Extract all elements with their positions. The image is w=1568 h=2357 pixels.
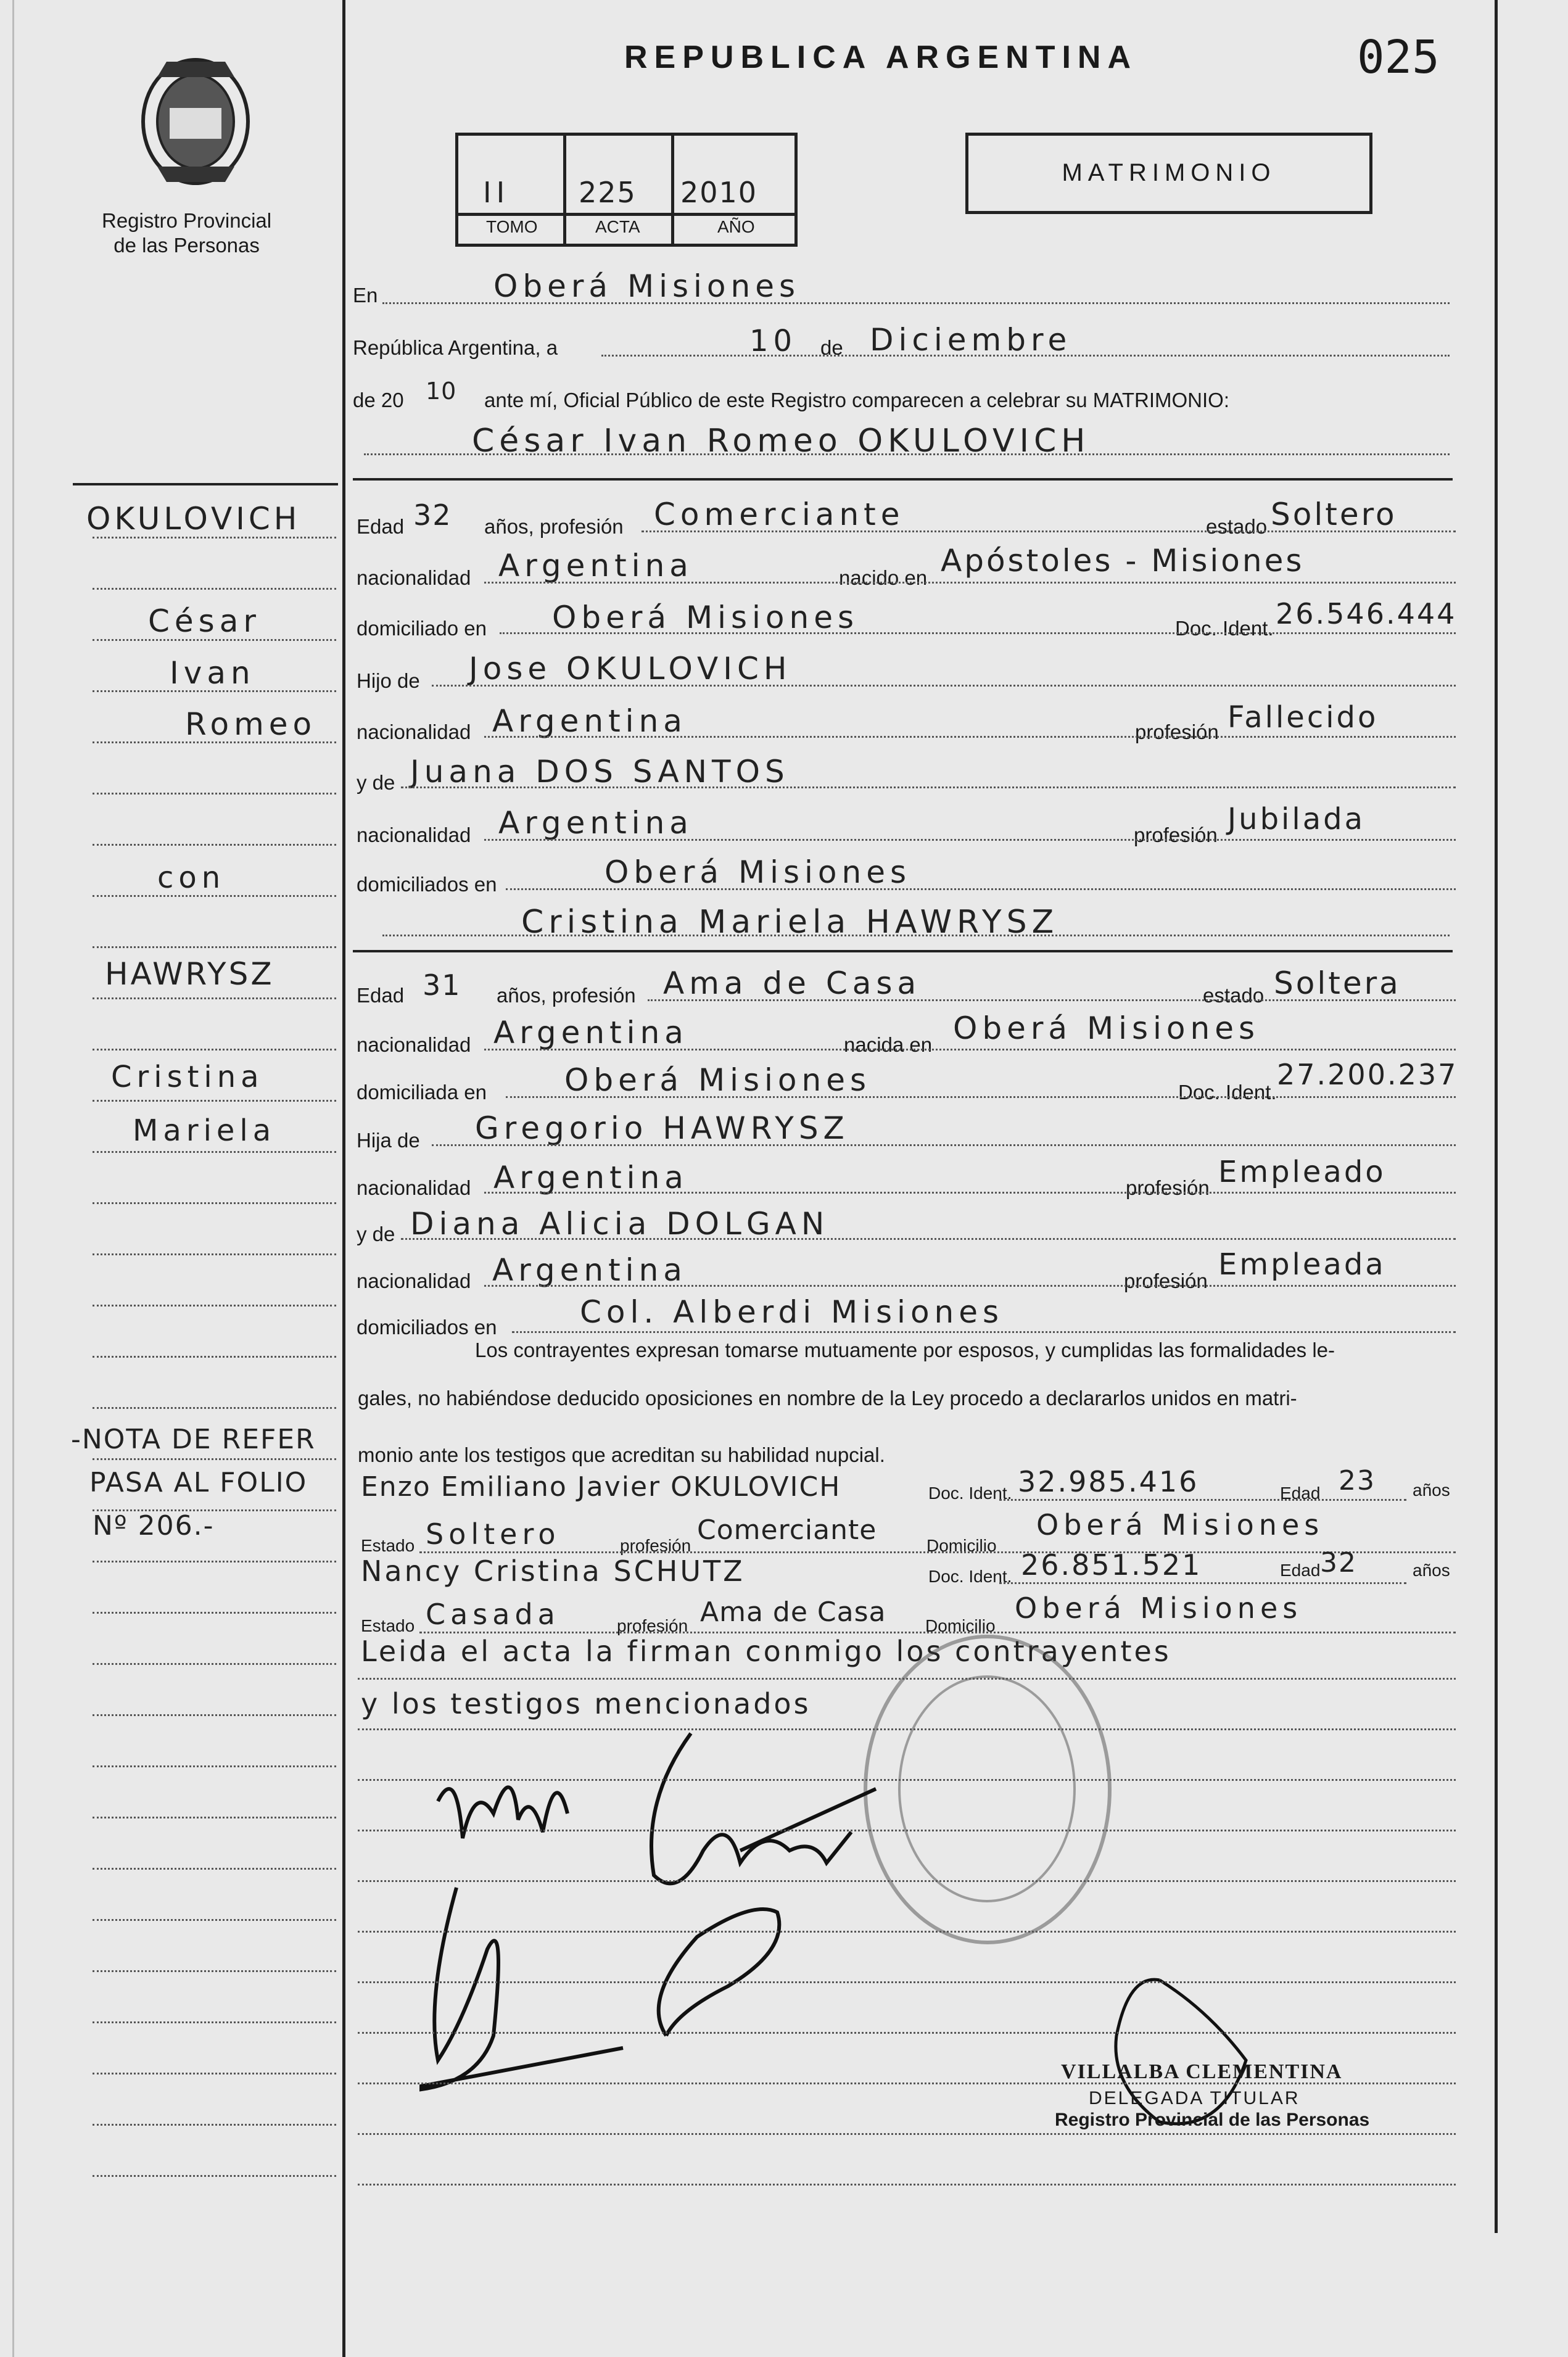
margin-line-3: César [148,603,261,639]
official-name: VILLALBA CLEMENTINA [1061,2060,1343,2083]
margin-rule-line [93,844,336,846]
witness1-estado: Soltero [426,1517,561,1551]
bride-nacionalidad: Argentina [493,1015,688,1051]
margin-line-12: Cristina [111,1060,264,1094]
margin-line-13: Mariela [133,1113,276,1148]
official-title: DELEGADA TITULAR [1089,2088,1300,2108]
margin-rule-line [93,1356,336,1358]
margin-rule-line [93,2073,336,2074]
margin-rule-line [93,1970,336,1972]
bride-padre-nac: Argentina [493,1160,688,1195]
closing-line-1: Leida el acta la firman conmigo los contrayentes [361,1635,1171,1668]
tomo-label: TOMO [486,217,538,236]
bride-profesion: Ama de Casa [663,965,922,1001]
closing-line-2: y los testigos mencionados [361,1687,811,1720]
groom-estado: Soltero [1271,497,1397,532]
body-rule-line [358,1830,1456,1831]
margin-top-rule [73,483,338,485]
margin-line-4: Ivan [170,655,255,691]
margin-rule-line [93,1253,336,1255]
margin-rule-line [93,1868,336,1870]
groom-madre: Juana DOS SANTOS [410,754,790,790]
acta-value: 225 [579,176,637,209]
margin-rule-line [93,1612,336,1614]
margin-rule-line [93,1817,336,1818]
body-rule-line [358,2133,1456,2135]
groom-domicilio: Oberá Misiones [552,600,859,635]
bride-madre: Diana Alicia DOLGAN [410,1206,830,1242]
body-rule-line [358,1779,1456,1781]
margin-rule-line [93,895,336,897]
folio-number: 025 [1357,31,1440,84]
page: Registro Provincial de las Personas REPUBLICA ARGENTINA 025 II 225 2010 TOMO ACTA AÑO MATRIMONIO En Oberá Misiones República Argentina, a 10 de Diciembre de 20 10 ante mí, Oficial Público de este Registro comparecen a celebrar su MATRIMONIO: César Ivan Romeo OKULOVICH Edad 32 años, profesión Comerciante estado Soltero nacionalidad Argentina nacido en Apóstoles - Misiones domiciliado en Oberá Misiones Doc. Ident. 26.546.444 Hijo de Jose OKULOVICH nacionalidad Argentina profesión Fallecido y de Juana DOS SANTOS nacionalidad Argentina profesión Jubilada domiciliados en Oberá Misiones Cristina Mariela HAWRYSZ Edad 31 años, profesión Ama de Casa estado Soltera nacionalidad Argentina nacida en Oberá Misiones domiciliada en Oberá Misiones Doc. Ident. 27.200.237 Hija de Gregorio HAWRYSZ nacionalidad Argentina profesión Empleado y de Diana Alicia DOLGAN nacionalidad Argentina profesión Empleada domiciliados en Col. Alberdi Misiones Los contrayentes expresan tomarse mutuamente por esposos, y cumplidas las formalidades le- gales, no habiéndose deducido oposiciones en nombre de la Ley procedo a declararlos unidos en matri- monio ante los testigos que acreditan su habilidad nupcial. Enzo Emiliano Javier OKULOVICH Doc. Ident. 32.985.416 Edad 23 años Estado Soltero profesión Comerciante Domicilio Oberá Misiones Nancy Cristina SCHUTZ Doc. Ident. 26.851.521 Edad 32 años Estado Casada profesión Ama de Casa Domicilio Oberá Misiones Leida el acta la firman conmigo los contrayentes y los testigos mencionados OKULOVICH César Ivan Romeo con HAWRYSZ Cristina Mariela -NOTA DE REFER PASA AL FOLIO Nº 206.- VILLALBA CLEMENTINA DELEGADA TITULAR Registro Provincial de las Personas [0,0,1568,2357]
margin-rule-line [93,997,336,999]
body-rule-line [358,1981,1456,1983]
witness2-edad: 32 [1320,1547,1357,1579]
document-type: MATRIMONIO [1062,159,1276,186]
body-text-2: gales, no habiéndose deducido oposiciones en nombre de la Ley procedo a declararlos unidos en matri- [358,1387,1297,1410]
margin-note-1: -NOTA DE REFER [71,1424,316,1455]
ano-value: 2010 [680,176,758,209]
margin-rule-line [93,1049,336,1051]
witness2-profesion: Ama de Casa [700,1596,886,1628]
margin-rule-line [93,793,336,795]
margin-rule-line [93,946,336,948]
right-border [1495,0,1498,2233]
margin-rule-line [93,1407,336,1409]
margin-line-10: HAWRYSZ [105,956,274,992]
bride-doc: 27.200.237 [1277,1058,1458,1091]
margin-rule-line [93,2021,336,2023]
month-value: Diciembre [870,322,1072,358]
witness2-domicilio: Oberá Misiones [1015,1591,1303,1625]
provincial-seal-icon [133,52,259,191]
groom-padre-nac: Argentina [492,703,687,739]
witness1-edad: 23 [1339,1465,1376,1496]
margin-rule-line [93,537,336,539]
margin-rule-line [93,741,336,743]
margin-line-8: con [157,861,226,895]
witness2-estado: Casada [426,1598,560,1631]
body-rule-line [358,1728,1456,1730]
groom-edad: 32 [413,498,452,532]
body-rule-line [358,2184,1456,2186]
bride-name: Cristina Mariela HAWRYSZ [521,904,1059,941]
registry-name: Registro Provincial de las Personas [102,209,272,257]
margin-rule-line [93,1100,336,1102]
acta-box [455,133,798,247]
margin-rule-line [93,1714,336,1716]
body-rule-line [358,2032,1456,2034]
witness1-name: Enzo Emiliano Javier OKULOVICH [361,1471,841,1503]
witness1-domicilio: Oberá Misiones [1036,1508,1324,1542]
bride-madre-nac: Argentina [492,1252,687,1288]
margin-rule-line [93,1202,336,1204]
bride-padre-prof: Empleado [1218,1155,1386,1189]
margin-rule-line [93,2175,336,2177]
body-rule-line [358,1931,1456,1933]
groom-nacionalidad: Argentina [498,548,693,584]
margin-line-5: Romeo [185,706,317,742]
tomo-value: II [483,176,510,209]
groom-profesion: Comerciante [654,497,905,532]
witness2-name: Nancy Cristina SCHUTZ [361,1554,745,1588]
left-edge [12,0,14,2357]
margin-rule-line [93,1919,336,1921]
en-value: Oberá Misiones [493,268,801,304]
bride-estado: Soltera [1274,965,1401,1001]
margin-rule-line [93,1305,336,1306]
margin-divider [342,0,345,2357]
margin-rule-line [93,1663,336,1665]
margin-rule-line [93,588,336,590]
bride-domicilio: Oberá Misiones [564,1062,872,1098]
groom-madre-nac: Argentina [498,805,693,841]
year-value: 10 [426,378,457,405]
groom-padre: Jose OKULOVICH [469,651,792,687]
margin-rule-line [93,1509,336,1511]
bride-nacida: Oberá Misiones [953,1010,1260,1046]
margin-rule-line [93,1561,336,1562]
witness2-doc: 26.851.521 [1021,1548,1202,1582]
groom-nacido: Apóstoles - Misiones [941,543,1305,579]
body-rule-line [358,1880,1456,1882]
body-text-1: Los contrayentes expresan tomarse mutuamente por esposos, y cumplidas las formalidades le- [475,1339,1335,1361]
bride-padres-dom: Col. Alberdi Misiones [580,1294,1004,1330]
bride-madre-prof: Empleada [1218,1247,1386,1282]
margin-note-2: PASA AL FOLIO [89,1467,308,1498]
margin-line-1: OKULOVICH [86,501,301,537]
matrimonio-box [965,133,1372,214]
margin-rule-line [93,2124,336,2126]
groom-madre-prof: Jubilada [1228,802,1366,836]
country-title: REPUBLICA ARGENTINA [624,39,1138,75]
body-rule-line [358,2082,1456,2084]
groom-padres-dom: Oberá Misiones [605,854,912,890]
day-value: 10 [749,324,798,358]
body-text-3: monio ante los testigos que acreditan su habilidad nupcial. [358,1443,885,1466]
margin-rule-line [93,1765,336,1767]
bride-padre: Gregorio HAWRYSZ [475,1110,849,1146]
margin-note-3: Nº 206.- [93,1510,215,1542]
ano-label: AÑO [717,217,755,236]
body-rule-line [358,1678,1456,1680]
groom-padre-prof: Fallecido [1228,700,1379,735]
bride-edad: 31 [423,968,461,1002]
witness1-profesion: Comerciante [697,1514,877,1546]
groom-name: César Ivan Romeo OKULOVICH [472,423,1091,460]
acta-label: ACTA [595,217,640,236]
official-org: Registro Provincial de las Personas [1055,2110,1370,2130]
margin-rule-line [93,1458,336,1460]
groom-doc: 26.546.444 [1276,597,1457,630]
witness1-doc: 32.985.416 [1018,1465,1199,1498]
margin-rule-line [93,690,336,692]
margin-rule-line [93,639,336,641]
margin-rule-line [93,1151,336,1153]
